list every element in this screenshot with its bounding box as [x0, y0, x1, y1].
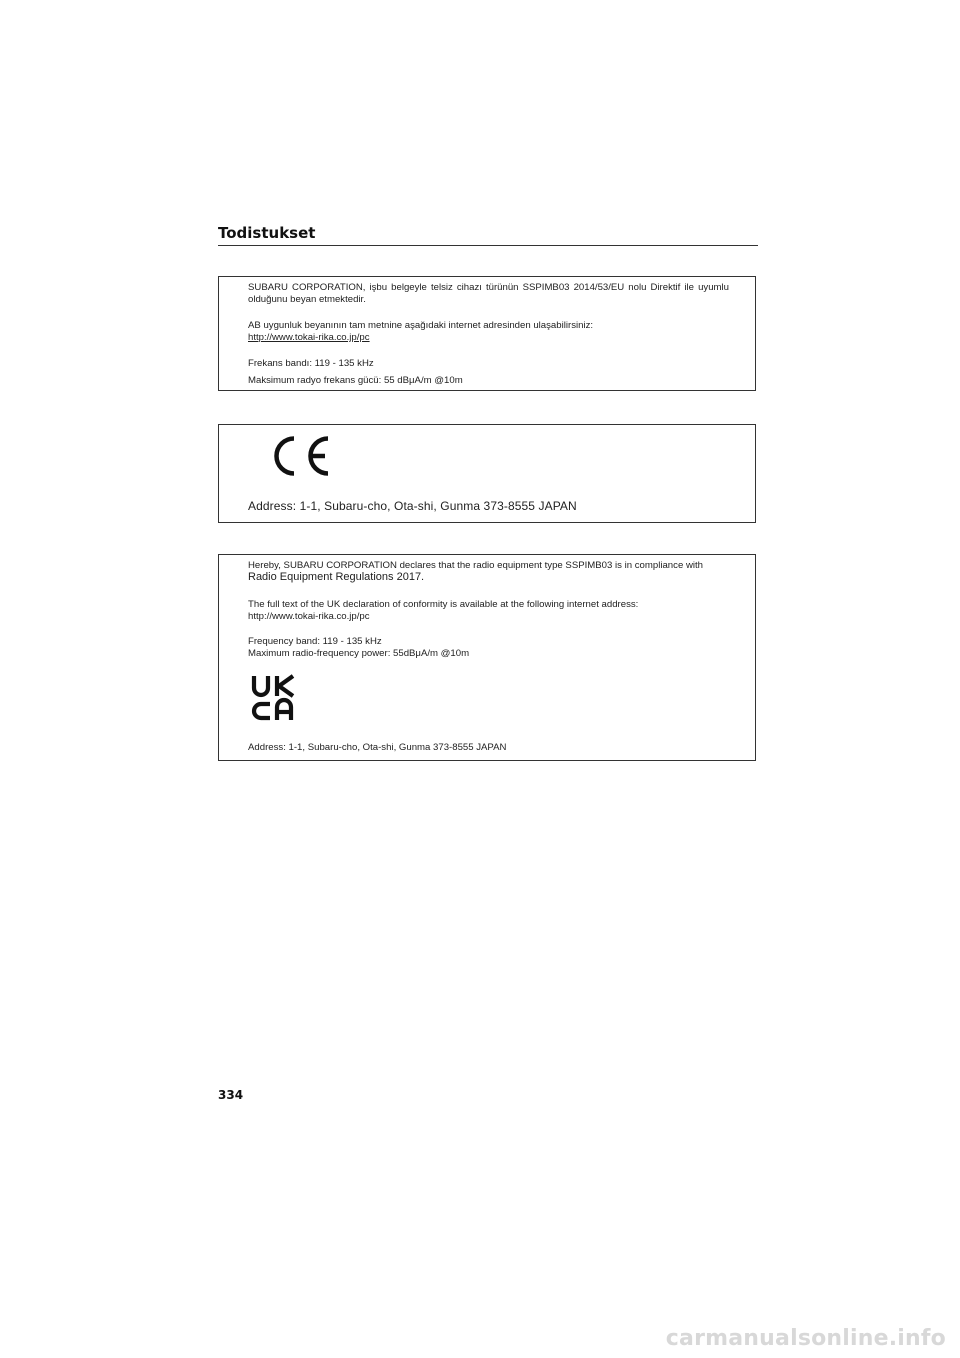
- ce-address: Address: 1-1, Subaru-cho, Ota-shi, Gunma 373-8555 JAPAN: [248, 499, 577, 513]
- turkish-full-text-line: AB uygunluk beyanının tam metnine aşağıdaki internet adresinden ulaşabilirsiniz:: [248, 320, 594, 331]
- uk-url: http://www.tokai-rika.co.jp/pc: [248, 611, 370, 622]
- uk-declaration-text: Hereby, SUBARU CORPORATION declares that the radio equipment type SSPIMB03 is in compliance with: [248, 560, 703, 571]
- turkish-frequency: Frekans bandı: 119 - 135 kHz: [248, 358, 374, 369]
- uk-address: Address: 1-1, Subaru-cho, Ota-shi, Gunma 373-8555 JAPAN: [248, 742, 507, 753]
- section-title: Todistukset: [218, 224, 758, 246]
- turkish-declaration-text: SUBARU CORPORATION, işbu belgeyle telsiz cihazı türünün SSPIMB03 2014/53/EU nolu Direktif ile uyumlu olduğunu beyan etmektedir.: [248, 282, 729, 305]
- uk-frequency: Frequency band: 119 - 135 kHz: [248, 636, 382, 647]
- page-number: 334: [218, 1088, 244, 1102]
- turkish-url-link[interactable]: http://www.tokai-rika.co.jp/pc: [248, 332, 370, 343]
- ce-box: [218, 424, 756, 523]
- footer-watermark: carmanualsonline.info: [665, 1326, 946, 1351]
- uk-regulation-text: Radio Equipment Regulations 2017.: [248, 571, 425, 583]
- ce-mark-icon: [267, 434, 331, 478]
- turkish-max-power: Maksimum radyo frekans gücü: 55 dBμA/m @10m: [248, 375, 463, 386]
- uk-declaration-box: [218, 554, 756, 761]
- uk-max-power: Maximum radio-frequency power: 55dBμA/m @10m: [248, 648, 470, 659]
- turkish-declaration-box: [218, 276, 756, 391]
- uk-full-text-line: The full text of the UK declaration of conformity is available at the following internet address:: [248, 599, 639, 610]
- ukca-mark-icon: [251, 674, 299, 722]
